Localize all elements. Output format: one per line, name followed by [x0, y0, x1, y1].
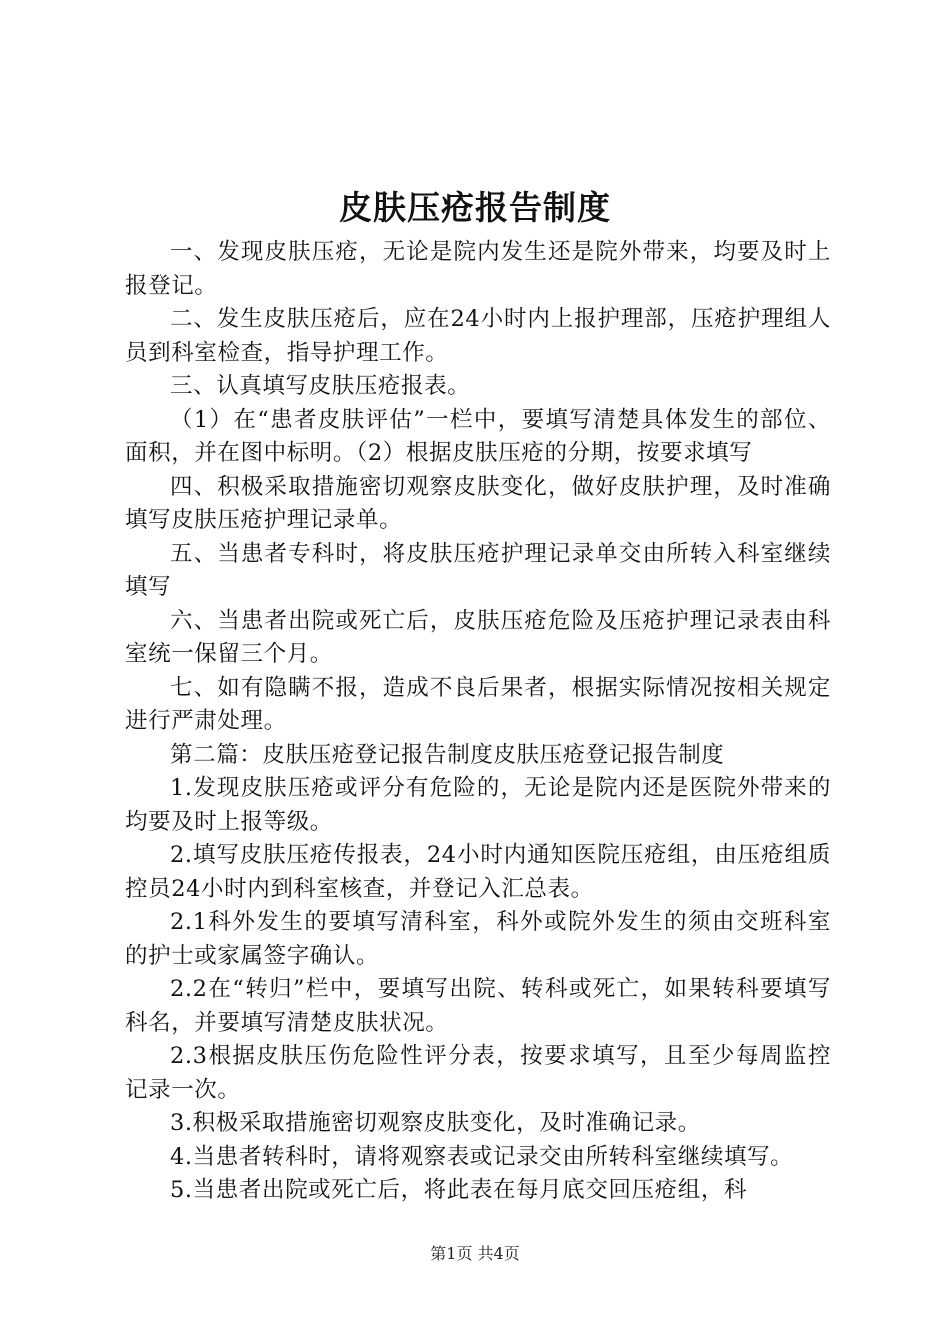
paragraph-8: 七、如有隐瞒不报，造成不良后果者，根据实际情况按相关规定进行严肃处理。	[125, 674, 831, 734]
paragraph-10: 1.发现皮肤压疮或评分有危险的，无论是院内还是医院外带来的均要及时上报等级。	[125, 775, 831, 835]
paragraph-16: 4.当患者转科时，请将观察表或记录交由所转科室继续填写。	[170, 1143, 794, 1170]
document-body	[125, 236, 831, 1208]
paragraph-11: 2.填写皮肤压疮传报表，24小时内通知医院压疮组，由压疮组质控员24小时内到科室核查，并登记入汇总表。	[125, 842, 831, 902]
paragraph-1: 一、发现皮肤压疮，无论是院内发生还是院外带来，均要及时上报登记。	[125, 239, 831, 299]
paragraph-5: 四、积极采取措施密切观察皮肤变化，做好皮肤护理，及时准确填写皮肤压疮护理记录单。	[125, 473, 831, 533]
paragraph-4: （1）在“患者皮肤评估”一栏中，要填写清楚具体发生的部位、面积，并在图中标明。（2）根据皮肤压疮的分期，按要求填写	[125, 406, 831, 466]
paragraph-13: 2.2在“转归”栏中，要填写出院、转科或死亡，如果转科要填写科名，并要填写清楚皮肤状况。	[125, 976, 831, 1036]
paragraph-15: 3.积极采取措施密切观察皮肤变化，及时准确记录。	[170, 1110, 701, 1136]
paragraph-2: 二、发生皮肤压疮后，应在24小时内上报护理部，压疮护理组人员到科室检查，指导护理工作。	[125, 306, 831, 366]
document-title: 皮肤压疮报告制度	[339, 188, 611, 227]
paragraph-14: 2.3根据皮肤压伤危险性评分表，按要求填写，且至少每周监控记录一次。	[125, 1043, 831, 1103]
paragraph-6: 五、当患者专科时，将皮肤压疮护理记录单交由所转入科室继续填写	[125, 540, 831, 600]
paragraph-7: 六、当患者出院或死亡后，皮肤压疮危险及压疮护理记录表由科室统一保留三个月。	[125, 607, 831, 667]
paragraph-17: 5.当患者出院或死亡后，将此表在每月底交回压疮组，科	[170, 1177, 748, 1203]
section-heading-second-part: 第二篇：皮肤压疮登记报告制度皮肤压疮登记报告制度	[170, 741, 725, 768]
paragraph-3: 三、认真填写皮肤压疮报表。	[170, 373, 471, 399]
paragraph-12: 2.1科外发生的要填写清科室，科外或院外发生的须由交班科室的护士或家属签字确认。	[125, 909, 831, 969]
page-number-footer: 第1页 共4页	[430, 1244, 520, 1263]
